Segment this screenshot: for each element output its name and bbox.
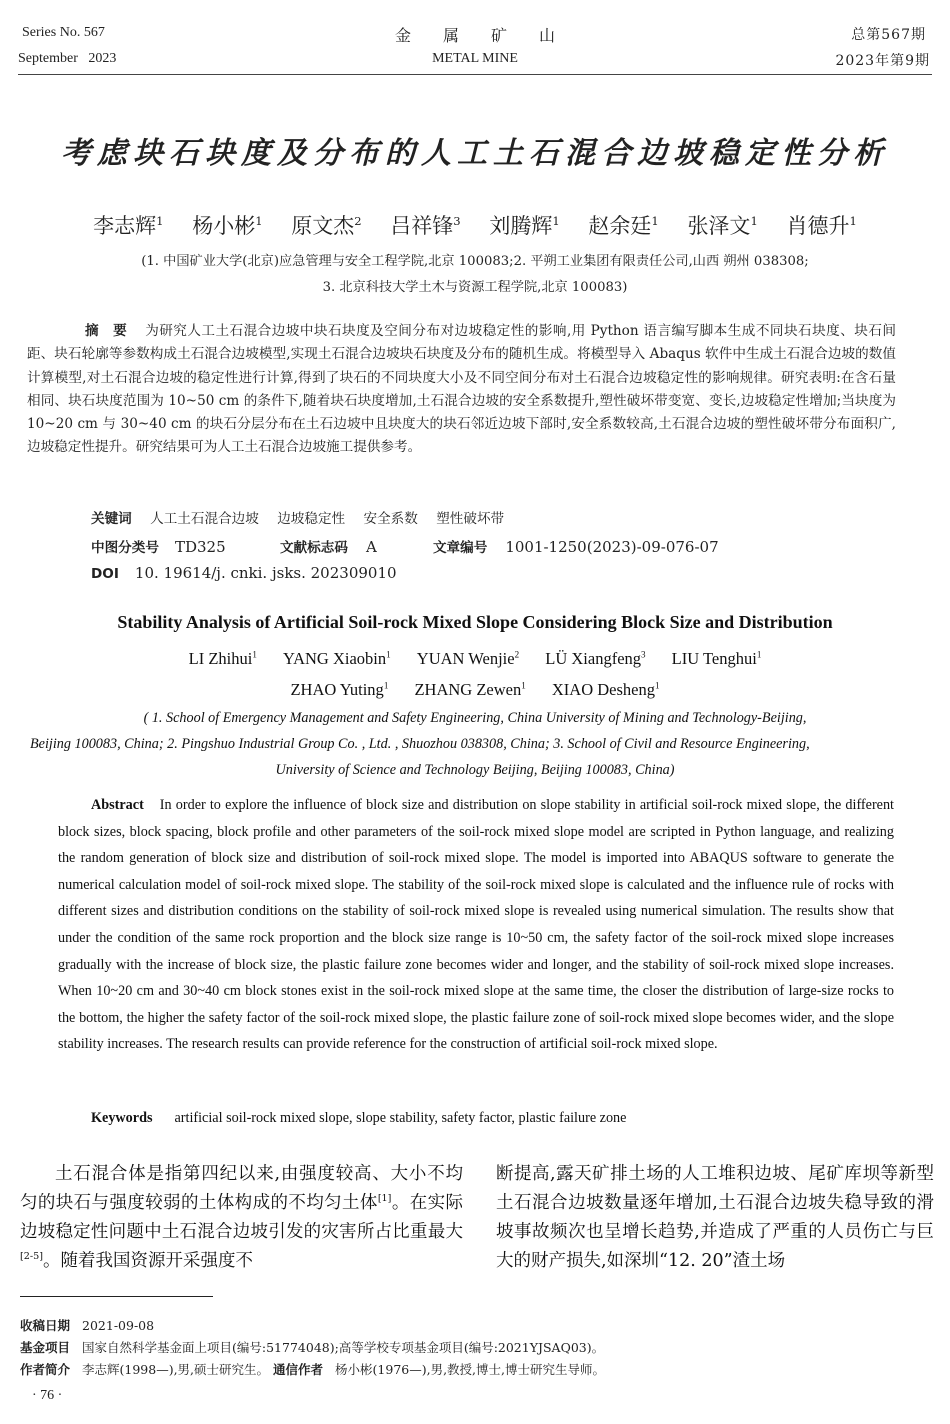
series-number: Series No. 567 xyxy=(22,25,105,40)
article-number-value: 1001-1250(2023)-09-076-07 xyxy=(505,538,719,556)
affiliation-en-line: ( 1. School of Emergency Management and Safety Engineering, China University of Mining and Technology-Beijing, xyxy=(143,710,807,726)
total-issue-zh: 总第567期 xyxy=(851,27,926,43)
header-rule xyxy=(18,74,932,75)
authors-en-line2 xyxy=(0,680,950,700)
keywords-en-label: Keywords xyxy=(91,1110,153,1126)
footnote-received: 收稿日期 2021-09-08 xyxy=(20,1318,155,1333)
footnote-author: 作者简介 李志辉(1998—),男,硕士研究生。 通信作者 杨小彬(1976—),男,教授,博士,博士研究生导师。 xyxy=(20,1362,606,1377)
abstract-zh-label: 摘 要 xyxy=(85,323,128,339)
journal-name-en: METAL MINE xyxy=(432,51,518,66)
author-en: YANG Xiaobin$^1$ xyxy=(283,649,391,668)
doc-code-value: A xyxy=(365,538,377,556)
keywords-en xyxy=(91,1110,626,1127)
doi-value: 10. 19614/j. cnki. jsks. 202309010 xyxy=(134,564,397,582)
affiliation-en-line: University of Science and Technology Beijing, Beijing 100083, China) xyxy=(275,762,675,778)
keywords-en-text: artificial soil-rock mixed slope, slope stability, safety factor, plastic failure zone xyxy=(174,1110,627,1126)
clc-value: TD325 xyxy=(174,538,226,556)
author-zh: 张泽文$^1$ xyxy=(687,214,758,238)
abstract-en-label: Abstract xyxy=(91,797,144,813)
author-zh: 李志辉$^1$ xyxy=(93,214,164,238)
author-zh: 吕祥锋$^3$ xyxy=(390,214,461,238)
author-zh: 原文杰$^2$ xyxy=(291,214,362,238)
affiliation-zh-line: 3. 北京科技大学土木与资源工程学院,北京 100083) xyxy=(322,280,628,295)
citation-ref: [1] xyxy=(377,1193,392,1205)
keywords-zh-label: 关键词 xyxy=(91,511,132,527)
author-en: ZHANG Zewen$^1$ xyxy=(414,680,526,699)
author-zh: 肖德升$^1$ xyxy=(786,214,857,238)
journal-name-zh: 金 属 矿 山 xyxy=(394,26,555,45)
keywords-zh xyxy=(91,507,504,527)
abstract-en-text: In order to explore the influence of block size and distribution on slope stability in artificial soil-rock mixed slope, the different block sizes, block spacing, block profile and other parameters of the soil-rock mixed slope model are scripted in Python language, and realizing the random generation of block size and distribution of soil-rock mixed slope. The model is imported into ABAQUS software to generate the numerical calculation model of soil-rock mixed slope. The stability of the soil-rock mixed slope is calculated and the influence rule of rocks with different sizes and distribution conditions on the stability of soil-rock mixed slope is revealed using numerical simulation. The results show that under the condition of the same rock proportion and the block size range is 10~50 cm, the safety factor of the soil-rock mixed slope increases gradually with the increase of block size, the plastic failure zone becomes wider and longer, and the stability of soil-rock mixed slope increases. When 10~20 cm and 30~40 cm block stones exist in the soil-rock mixed slope at the same time, the closer the distribution of large-size rocks to the bottom, the higher the safety factor of the soil-rock mixed slope, the plastic failure zone of soil-rock mixed slope becomes wider, and the slope stability increases. The research results can provide reference for the construction of artificial soil-rock mixed slope. xyxy=(58,797,894,1053)
author-en: LI Zhihui$^1$ xyxy=(188,649,257,668)
author-zh: 杨小彬$^1$ xyxy=(192,214,263,238)
abstract-en xyxy=(58,792,894,1058)
footnote-rule xyxy=(20,1296,213,1297)
keyword-zh: 人工土石混合边坡 xyxy=(150,511,259,527)
issue-zh: 2023年第9期 xyxy=(835,53,930,69)
authors-zh xyxy=(0,210,950,240)
keyword-zh: 塑性破坏带 xyxy=(436,511,505,527)
paper-title-en: Stability Analysis of Artificial Soil-rock Mixed Slope Considering Block Size and Distribution xyxy=(117,612,833,632)
author-en: XIAO Desheng$^1$ xyxy=(551,680,660,699)
doi-row xyxy=(91,564,397,582)
author-zh: 赵余廷$^1$ xyxy=(588,214,659,238)
clc-label: 中图分类号 xyxy=(91,540,159,556)
doc-code-label: 文献标志码 xyxy=(279,540,348,556)
body-right-column: 断提高,露天矿排土场的人工堆积边坡、尾矿库坝等新型土石混合边坡数量逐年增加,土石混合边坡失稳导致的滑坡事故频次也呈增长趋势,并造成了严重的人员伤亡与巨大的财产损失,如深圳“12. 20”渣土场 xyxy=(496,1164,934,1271)
keyword-zh: 安全系数 xyxy=(363,511,418,527)
article-number-label: 文章编号 xyxy=(432,540,488,556)
affiliation-zh-line: (1. 中国矿业大学(北京)应急管理与安全工程学院,北京 100083;2. 平朔工业集团有限责任公司,山西 朔州 038308; xyxy=(141,254,809,269)
abstract-zh-text: 为研究人工土石混合边坡中块石块度及空间分布对边坡稳定性的影响,用 Python 语言编写脚本生成不同块石块度、块石间距、块石轮廓等参数构成土石混合边坡模型,实现土石混合边坡块石块度及分布的随机生成。将模型导入 Abaqus 软件中生成土石混合边坡的数值计算模型,对土石混合边坡的稳定性进行计算,得到了块石的不同块度大小及不同空间分布对土石混合边坡稳定性的影响规律。研究表明:在含石量相同、块石块度范围为 10~50 cm 的条件下,随着块石块度增加,土石混合边坡的安全系数提升,塑性破坏带变宽、变长,边坡稳定性增加;当块度为 10~20 cm 与 30~40 cm 的块石分层分布在土石边坡中且块度大的块石邻近边坡下部时,安全系数较高,土石混合边坡的塑性破坏带分布面积广,边坡稳定性提升。研究结果可为人工土石混合边坡施工提供参考。 xyxy=(27,323,896,456)
author-en: LIU Tenghui$^1$ xyxy=(671,649,762,668)
body-left-column: 土石混合体是指第四纪以来,由强度较高、大小不均匀的块石与强度较弱的土体构成的不均匀土体[1]。在实际边坡稳定性问题中土石混合边坡引发的灾害所占比重最大[2-5]。随着我国资源开采强度不 xyxy=(20,1164,463,1271)
issue-date-en: September 2023 xyxy=(18,51,117,66)
doi-label: DOI xyxy=(91,566,119,582)
citation-ref: [2-5] xyxy=(20,1251,43,1263)
footnote-funding: 基金项目 国家自然科学基金面上项目(编号:51774048);高等学校专项基金项目(编号:2021YJSAQ03)。 xyxy=(20,1340,605,1355)
abstract-zh xyxy=(27,320,896,460)
author-en: LÜ Xiangfeng$^3$ xyxy=(545,649,646,668)
classification-row xyxy=(91,536,719,556)
author-en: ZHAO Yuting$^1$ xyxy=(290,680,389,699)
author-en: YUAN Wenjie$^2$ xyxy=(416,649,520,668)
author-zh: 刘腾辉$^1$ xyxy=(489,214,560,238)
affiliation-en-line: Beijing 100083, China; 2. Pingshuo Industrial Group Co. , Ltd. , Shuozhou 038308, China; 3. School of Civil and Resource Engineering, xyxy=(30,736,810,752)
authors-en-line1 xyxy=(0,649,950,669)
keyword-zh: 边坡稳定性 xyxy=(277,511,346,527)
page-number: · 76 · xyxy=(32,1388,63,1403)
paper-title-zh: 考虑块石块度及分布的人工土石混合边坡稳定性分析 xyxy=(61,136,889,171)
